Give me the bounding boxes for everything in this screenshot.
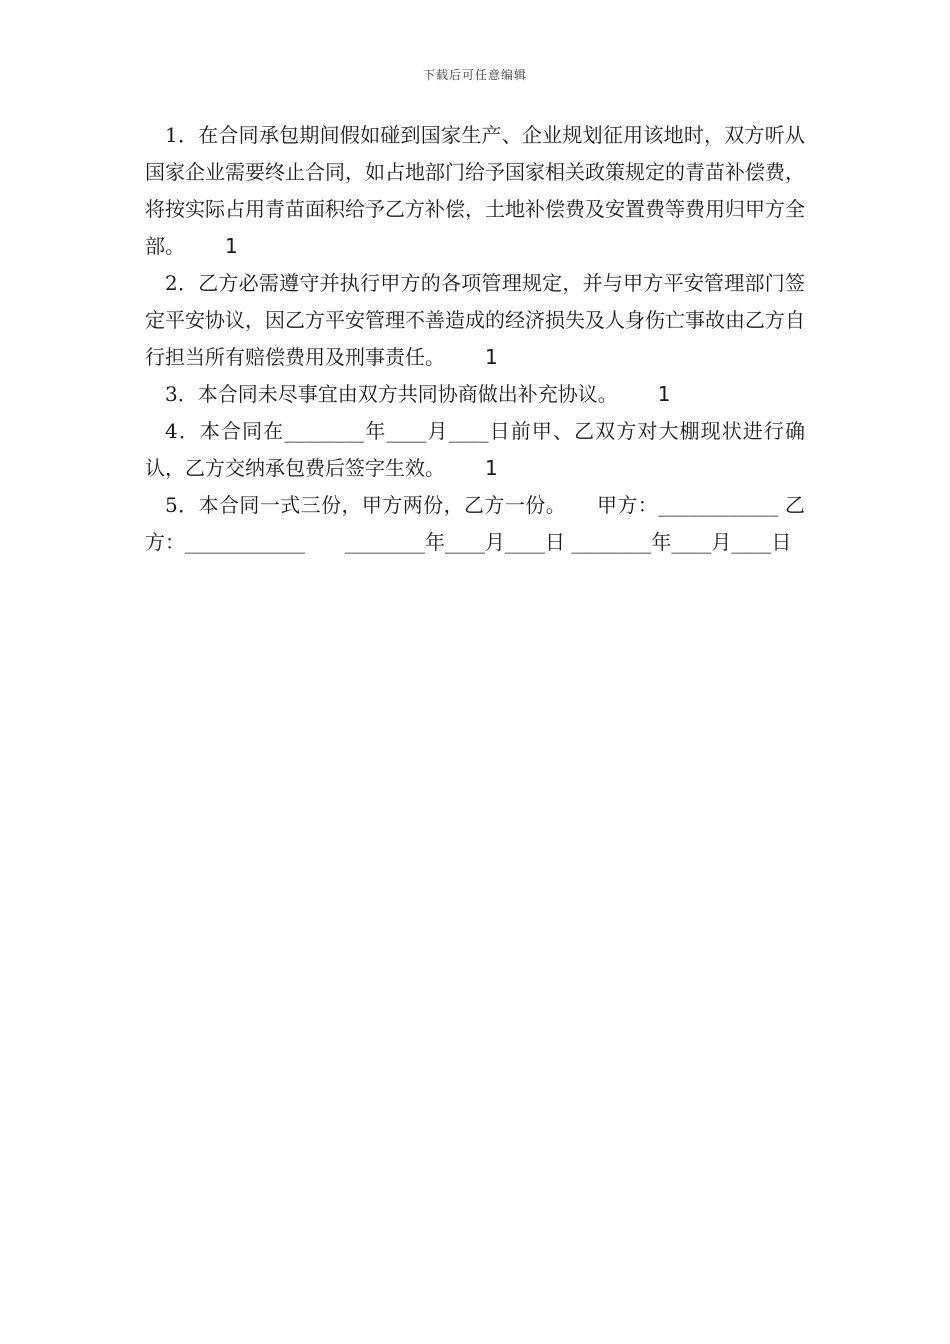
clause-2 xyxy=(145,265,805,376)
clause-text: 2．乙方必需遵守并执行甲方的各项管理规定，并与甲方平安管理部门签定平安协议，因乙方平安管理不善造成的经济损失及人身伤亡事故由乙方自行担当所有赔偿费用及刑事责任。 xyxy=(145,271,805,369)
clause-text: 3．本合同未尽事宜由双方共同协商做出补充协议。 xyxy=(165,382,618,406)
clause-text: 1．在合同承包期间假如碰到国家生产、企业规划征用该地时，双方听从国家企业需要终止合同，如占地部门给予国家相关政策规定的青苗补偿费，将按实际占用青苗面积给予乙方补偿，土地补偿费及安置费等费用归甲方全部。 xyxy=(145,123,805,258)
clause-text: 4．本合同在________年____月____日前甲、乙双方对大棚现状进行确认，乙方交纳承包费后签字生效。 xyxy=(145,419,805,480)
clause-marker: 1 xyxy=(225,234,238,258)
clause-5-signatures xyxy=(145,487,805,561)
clause-1 xyxy=(145,117,805,265)
clause-marker: 1 xyxy=(657,382,671,406)
clause-marker: 1 xyxy=(485,456,498,480)
contract-body xyxy=(145,117,805,561)
clause-text: 5．本合同一式三份，甲方两份，乙方一份。 甲方：____________ 乙方：____________ ________年____月____日 ________年____月____日 xyxy=(145,493,805,554)
page-header: 下载后可任意编辑 xyxy=(422,68,527,82)
clause-4 xyxy=(145,413,805,487)
clause-3 xyxy=(145,376,805,413)
clause-marker: 1 xyxy=(485,345,498,369)
